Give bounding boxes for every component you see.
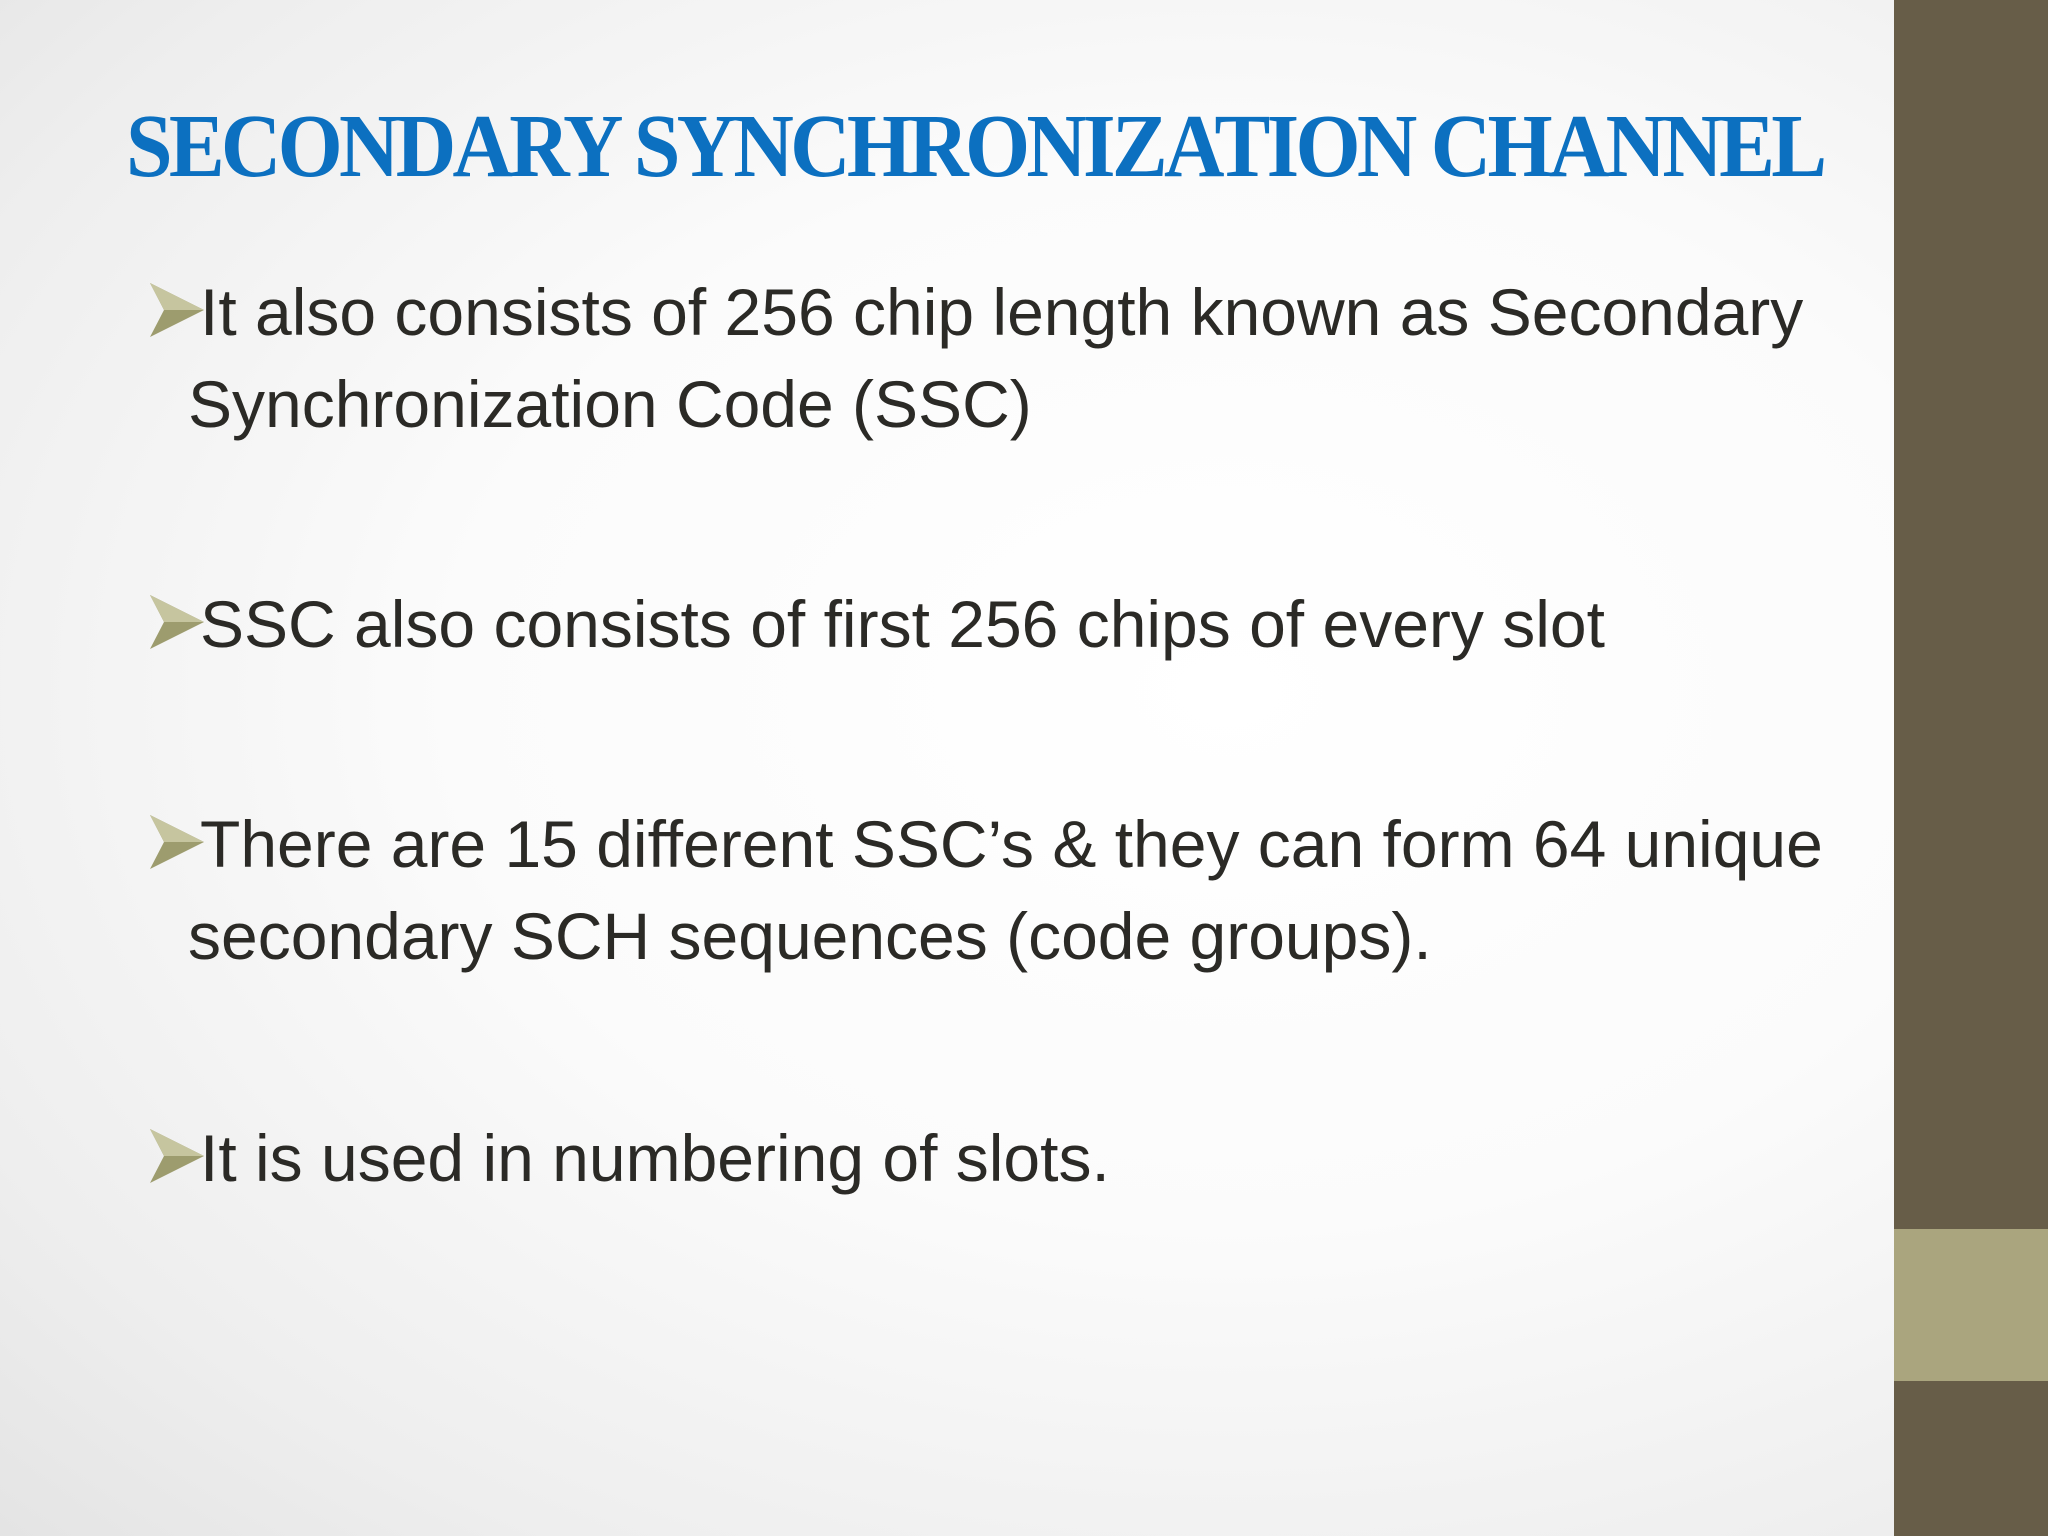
bullet-text — [188, 798, 1823, 982]
arrowhead-bullet-icon — [150, 815, 204, 869]
bullet-line: It is used in numbering of slots. — [200, 1121, 1110, 1195]
bullet-text — [200, 578, 1605, 670]
bullet-line: Synchronization Code (SSC) — [188, 367, 1032, 441]
bullet-text — [188, 266, 1804, 450]
slide-title: SECONDARY SYNCHRONIZATION CHANNEL — [126, 97, 1824, 196]
arrowhead-bullet-icon — [150, 595, 204, 649]
bullet-text — [200, 1112, 1110, 1204]
arrowhead-bullet-icon — [150, 1129, 204, 1183]
bullet-line: It also consists of 256 chip length known as Secondary — [200, 275, 1804, 349]
arrowhead-bullet-icon — [150, 283, 204, 337]
bullet-line: SSC also consists of first 256 chips of every slot — [200, 587, 1605, 661]
bullet-line: There are 15 different SSC’s & they can form 64 unique — [200, 807, 1823, 881]
bullet-line: secondary SCH sequences (code groups). — [188, 899, 1432, 973]
